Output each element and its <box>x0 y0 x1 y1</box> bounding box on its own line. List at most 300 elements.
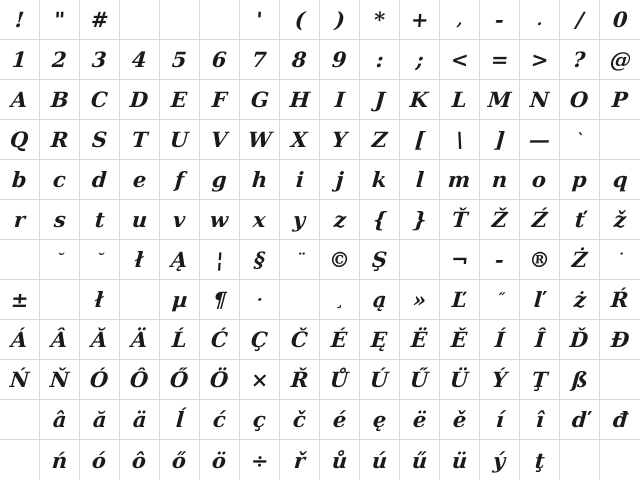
character-cell[interactable] <box>40 240 80 280</box>
character-cell[interactable] <box>600 40 640 80</box>
character-cell[interactable] <box>560 280 600 320</box>
character-cell[interactable] <box>120 360 160 400</box>
character-glyph: µ <box>170 287 189 312</box>
character-glyph: e <box>131 167 148 192</box>
character-glyph: h <box>250 167 269 192</box>
character-glyph: Ň <box>49 367 70 392</box>
character-glyph: ý <box>492 447 507 473</box>
character-cell[interactable] <box>160 280 200 320</box>
character-cell[interactable] <box>200 280 240 320</box>
character-glyph: ç <box>252 407 267 432</box>
character-glyph: Ů <box>329 367 350 392</box>
character-cell[interactable] <box>120 40 160 80</box>
character-cell[interactable] <box>480 80 520 120</box>
character-cell[interactable] <box>400 240 440 280</box>
character-glyph: ż <box>572 287 587 312</box>
character-cell[interactable] <box>280 0 320 40</box>
character-glyph: B <box>49 87 70 112</box>
character-cell[interactable] <box>520 80 560 120</box>
character-cell[interactable] <box>360 0 400 40</box>
character-glyph: Đ <box>609 327 631 352</box>
character-cell[interactable] <box>240 120 280 160</box>
character-glyph: ó <box>91 447 108 473</box>
character-glyph: # <box>89 7 110 32</box>
character-cell[interactable] <box>280 440 320 480</box>
character-glyph: E <box>170 87 189 112</box>
character-cell[interactable] <box>200 320 240 360</box>
character-cell[interactable] <box>40 40 80 80</box>
character-cell[interactable] <box>440 120 480 160</box>
character-cell[interactable] <box>480 120 520 160</box>
character-cell[interactable] <box>80 440 120 480</box>
character-glyph: č <box>292 407 307 432</box>
character-glyph: ű <box>410 447 429 473</box>
character-cell[interactable] <box>560 0 600 40</box>
character-glyph: - <box>494 7 505 32</box>
character-cell[interactable] <box>600 440 640 480</box>
character-glyph: / <box>574 7 585 32</box>
character-cell[interactable] <box>480 320 520 360</box>
character-glyph: í <box>494 407 505 432</box>
character-cell[interactable] <box>160 240 200 280</box>
character-cell[interactable] <box>240 280 280 320</box>
character-cell[interactable] <box>480 40 520 80</box>
character-cell[interactable] <box>400 400 440 440</box>
character-glyph: d <box>91 167 108 192</box>
character-cell[interactable] <box>560 400 600 440</box>
character-cell[interactable] <box>160 440 200 480</box>
character-cell[interactable] <box>600 200 640 240</box>
character-glyph: t <box>93 207 106 232</box>
character-cell[interactable] <box>560 440 600 480</box>
character-cell[interactable] <box>480 280 520 320</box>
character-glyph: É <box>330 327 349 352</box>
character-glyph: Q <box>9 127 30 152</box>
character-cell[interactable] <box>240 240 280 280</box>
character-cell[interactable] <box>440 440 480 480</box>
character-glyph: . <box>536 9 543 29</box>
character-cell[interactable] <box>0 0 40 40</box>
character-glyph: ¦ <box>214 247 225 272</box>
character-glyph: = <box>489 47 510 72</box>
character-cell[interactable] <box>0 280 40 320</box>
character-glyph: * <box>373 7 386 32</box>
character-cell[interactable] <box>320 240 360 280</box>
character-cell[interactable] <box>280 120 320 160</box>
character-glyph: ć <box>212 407 227 432</box>
character-cell[interactable] <box>0 160 40 200</box>
character-glyph: Á <box>10 327 29 352</box>
character-cell[interactable] <box>440 400 480 440</box>
character-glyph: Ľ <box>451 287 468 312</box>
character-cell[interactable] <box>600 280 640 320</box>
character-cell[interactable] <box>280 200 320 240</box>
character-cell[interactable] <box>600 120 640 160</box>
character-glyph: ú <box>370 447 389 473</box>
character-cell[interactable] <box>520 320 560 360</box>
character-cell[interactable] <box>160 200 200 240</box>
character-cell[interactable] <box>160 360 200 400</box>
character-glyph: , <box>456 9 463 29</box>
character-cell[interactable] <box>280 280 320 320</box>
character-cell[interactable] <box>560 200 600 240</box>
character-cell[interactable] <box>400 200 440 240</box>
character-glyph: Č <box>290 327 309 352</box>
character-cell[interactable] <box>40 0 80 40</box>
character-cell[interactable] <box>160 320 200 360</box>
character-cell[interactable] <box>160 80 200 120</box>
character-cell[interactable] <box>160 0 200 40</box>
character-cell[interactable] <box>200 400 240 440</box>
character-glyph: ÷ <box>249 447 270 473</box>
character-cell[interactable] <box>0 80 40 120</box>
character-glyph: J <box>373 87 386 112</box>
character-glyph: u <box>130 207 149 232</box>
character-glyph: ĺ <box>174 407 185 432</box>
character-cell[interactable] <box>160 120 200 160</box>
character-cell[interactable] <box>360 160 400 200</box>
character-cell[interactable] <box>320 40 360 80</box>
character-cell[interactable] <box>600 160 640 200</box>
character-glyph: K <box>409 87 430 112</box>
character-cell[interactable] <box>600 320 640 360</box>
character-cell[interactable] <box>0 240 40 280</box>
character-cell[interactable] <box>560 80 600 120</box>
character-glyph: - <box>494 247 505 272</box>
character-glyph: ę <box>371 407 388 432</box>
character-glyph: q <box>611 167 629 192</box>
character-cell[interactable] <box>320 120 360 160</box>
character-glyph: Ë <box>410 327 429 352</box>
character-cell[interactable] <box>360 200 400 240</box>
character-cell[interactable] <box>520 360 560 400</box>
character-cell[interactable] <box>80 40 120 80</box>
character-cell[interactable] <box>400 120 440 160</box>
character-cell[interactable] <box>240 80 280 120</box>
character-cell[interactable] <box>40 80 80 120</box>
character-glyph: Ý <box>491 367 508 392</box>
character-glyph: o <box>531 167 548 192</box>
character-glyph: \ <box>454 127 465 152</box>
character-glyph: § <box>253 247 266 272</box>
character-cell[interactable] <box>0 360 40 400</box>
character-cell[interactable] <box>600 400 640 440</box>
character-cell[interactable] <box>200 240 240 280</box>
character-glyph: ă <box>91 407 108 432</box>
character-glyph: ń <box>50 447 69 473</box>
character-cell[interactable] <box>480 440 520 480</box>
character-cell[interactable] <box>200 360 240 400</box>
character-glyph: s <box>52 207 67 232</box>
character-glyph: Ć <box>210 327 229 352</box>
character-cell[interactable] <box>200 120 240 160</box>
character-cell[interactable] <box>40 400 80 440</box>
character-glyph: ˝ <box>494 289 505 309</box>
character-glyph: ß <box>570 367 589 392</box>
character-glyph: Ĺ <box>171 327 188 352</box>
character-cell[interactable] <box>560 160 600 200</box>
character-cell[interactable] <box>400 360 440 400</box>
character-cell[interactable] <box>80 320 120 360</box>
character-cell[interactable] <box>400 40 440 80</box>
character-glyph: Ü <box>449 367 470 392</box>
character-cell[interactable] <box>320 160 360 200</box>
character-cell[interactable] <box>360 320 400 360</box>
character-cell[interactable] <box>0 120 40 160</box>
character-glyph: R <box>49 127 70 152</box>
character-cell[interactable] <box>360 80 400 120</box>
character-cell[interactable] <box>240 320 280 360</box>
character-cell[interactable] <box>520 120 560 160</box>
character-cell[interactable] <box>40 360 80 400</box>
character-cell[interactable] <box>280 80 320 120</box>
character-glyph: Ą <box>170 247 189 272</box>
character-cell[interactable] <box>360 40 400 80</box>
character-cell[interactable] <box>360 280 400 320</box>
character-cell[interactable] <box>40 200 80 240</box>
character-cell[interactable] <box>0 320 40 360</box>
character-cell[interactable] <box>360 240 400 280</box>
character-cell[interactable] <box>120 120 160 160</box>
character-cell[interactable] <box>120 200 160 240</box>
character-cell[interactable] <box>40 440 80 480</box>
character-cell[interactable] <box>440 40 480 80</box>
character-cell[interactable] <box>520 160 560 200</box>
character-glyph: Ť <box>450 207 469 232</box>
character-glyph: Ŕ <box>610 287 630 312</box>
character-cell[interactable] <box>160 160 200 200</box>
character-cell[interactable] <box>40 120 80 160</box>
character-glyph: > <box>529 47 550 72</box>
character-cell[interactable] <box>240 400 280 440</box>
character-glyph: Ř <box>289 367 310 392</box>
character-glyph: ü <box>450 447 469 473</box>
character-cell[interactable] <box>280 320 320 360</box>
character-glyph: n <box>490 167 509 192</box>
character-cell[interactable] <box>240 40 280 80</box>
character-cell[interactable] <box>320 320 360 360</box>
character-cell[interactable] <box>560 320 600 360</box>
character-cell[interactable] <box>440 280 480 320</box>
character-glyph: O <box>569 87 590 112</box>
character-glyph: ˘ <box>54 249 65 269</box>
character-cell[interactable] <box>320 0 360 40</box>
character-cell[interactable] <box>600 0 640 40</box>
character-cell[interactable] <box>360 120 400 160</box>
character-cell[interactable] <box>160 40 200 80</box>
character-cell[interactable] <box>560 240 600 280</box>
character-cell[interactable] <box>360 400 400 440</box>
character-glyph: ţ <box>533 447 546 473</box>
character-glyph: ď <box>571 407 588 432</box>
character-cell[interactable] <box>120 400 160 440</box>
character-glyph: < <box>449 47 470 72</box>
character-glyph: ® <box>528 247 551 272</box>
character-glyph: I <box>333 87 346 112</box>
character-cell[interactable] <box>480 360 520 400</box>
character-cell[interactable] <box>440 240 480 280</box>
character-cell[interactable] <box>0 400 40 440</box>
character-glyph: Î <box>533 327 546 352</box>
character-cell[interactable] <box>520 400 560 440</box>
character-cell[interactable] <box>600 360 640 400</box>
character-glyph: Ä <box>130 327 149 352</box>
character-cell[interactable] <box>40 160 80 200</box>
character-cell[interactable] <box>520 0 560 40</box>
character-cell[interactable] <box>280 400 320 440</box>
character-glyph: ö <box>211 447 228 473</box>
character-glyph: [ <box>413 127 426 152</box>
character-cell[interactable] <box>200 0 240 40</box>
character-cell[interactable] <box>360 440 400 480</box>
character-cell[interactable] <box>0 440 40 480</box>
character-glyph: ¸ <box>334 289 345 309</box>
character-cell[interactable] <box>400 280 440 320</box>
character-glyph: » <box>412 287 427 312</box>
character-glyph: j <box>334 167 345 192</box>
character-glyph: ` <box>574 129 585 149</box>
character-cell[interactable] <box>280 40 320 80</box>
character-glyph: Ă <box>90 327 109 352</box>
character-glyph: 9 <box>331 47 348 72</box>
character-cell[interactable] <box>80 160 120 200</box>
character-cell[interactable] <box>320 360 360 400</box>
character-cell[interactable] <box>120 0 160 40</box>
character-cell[interactable] <box>480 0 520 40</box>
character-cell[interactable] <box>400 320 440 360</box>
character-cell[interactable] <box>520 200 560 240</box>
character-cell[interactable] <box>600 80 640 120</box>
character-cell[interactable] <box>0 200 40 240</box>
character-cell[interactable] <box>400 0 440 40</box>
character-glyph: P <box>611 87 629 112</box>
character-glyph: } <box>411 207 428 232</box>
character-glyph: đ <box>611 407 629 432</box>
character-cell[interactable] <box>440 200 480 240</box>
character-cell[interactable] <box>80 240 120 280</box>
character-glyph: ů <box>330 447 349 473</box>
character-glyph: v <box>172 207 187 232</box>
character-cell[interactable] <box>80 280 120 320</box>
character-glyph: U <box>169 127 190 152</box>
character-cell[interactable] <box>160 400 200 440</box>
character-glyph: Ţ <box>530 367 549 392</box>
character-cell[interactable] <box>320 400 360 440</box>
character-cell[interactable] <box>80 400 120 440</box>
character-cell[interactable] <box>440 160 480 200</box>
character-glyph: Ě <box>450 327 469 352</box>
character-glyph: ¶ <box>211 287 228 312</box>
character-cell[interactable] <box>400 160 440 200</box>
character-cell[interactable] <box>120 160 160 200</box>
character-glyph: + <box>409 7 430 32</box>
character-glyph: Ú <box>369 367 390 392</box>
character-cell[interactable] <box>480 200 520 240</box>
character-glyph: Ż <box>570 247 589 272</box>
character-cell[interactable] <box>120 80 160 120</box>
character-cell[interactable] <box>320 280 360 320</box>
character-cell[interactable] <box>560 360 600 400</box>
character-cell[interactable] <box>600 240 640 280</box>
character-cell[interactable] <box>280 240 320 280</box>
character-cell[interactable] <box>360 360 400 400</box>
character-cell[interactable] <box>240 160 280 200</box>
character-cell[interactable] <box>120 240 160 280</box>
character-glyph: " <box>53 7 66 32</box>
character-cell[interactable] <box>280 160 320 200</box>
character-cell[interactable] <box>480 160 520 200</box>
character-cell[interactable] <box>520 440 560 480</box>
character-glyph: 3 <box>91 47 108 72</box>
character-cell[interactable] <box>560 120 600 160</box>
character-cell[interactable] <box>400 440 440 480</box>
character-glyph: X <box>290 127 309 152</box>
character-glyph: i <box>294 167 305 192</box>
character-glyph: N <box>529 87 550 112</box>
character-cell[interactable] <box>200 200 240 240</box>
character-cell[interactable] <box>240 360 280 400</box>
character-cell[interactable] <box>80 80 120 120</box>
character-glyph: ž <box>613 207 627 232</box>
character-glyph: Ź <box>530 207 549 232</box>
character-cell[interactable] <box>440 0 480 40</box>
character-cell[interactable] <box>320 440 360 480</box>
character-cell[interactable] <box>440 320 480 360</box>
character-glyph: ' <box>255 7 264 32</box>
character-glyph: w <box>209 207 230 232</box>
character-cell[interactable] <box>200 40 240 80</box>
character-cell[interactable] <box>40 320 80 360</box>
character-cell[interactable] <box>320 80 360 120</box>
character-cell[interactable] <box>200 440 240 480</box>
character-cell[interactable] <box>80 0 120 40</box>
character-cell[interactable] <box>240 440 280 480</box>
character-cell[interactable] <box>480 400 520 440</box>
character-cell[interactable] <box>280 360 320 400</box>
character-cell[interactable] <box>320 200 360 240</box>
character-cell[interactable] <box>440 80 480 120</box>
character-glyph: ř <box>293 447 306 473</box>
character-glyph: z <box>332 207 347 232</box>
character-cell[interactable] <box>0 40 40 80</box>
character-cell[interactable] <box>440 360 480 400</box>
character-cell[interactable] <box>40 280 80 320</box>
character-cell[interactable] <box>240 0 280 40</box>
character-cell[interactable] <box>200 160 240 200</box>
character-cell[interactable] <box>520 240 560 280</box>
character-glyph: ) <box>333 7 346 32</box>
character-glyph: M <box>487 87 512 112</box>
character-cell[interactable] <box>80 200 120 240</box>
character-cell[interactable] <box>200 80 240 120</box>
character-cell[interactable] <box>520 40 560 80</box>
character-glyph: b <box>11 167 28 192</box>
character-cell[interactable] <box>400 80 440 120</box>
character-cell[interactable] <box>560 40 600 80</box>
character-cell[interactable] <box>80 120 120 160</box>
character-cell[interactable] <box>120 280 160 320</box>
character-cell[interactable] <box>120 440 160 480</box>
character-glyph: g <box>211 167 228 192</box>
character-cell[interactable] <box>80 360 120 400</box>
character-cell[interactable] <box>520 280 560 320</box>
character-cell[interactable] <box>120 320 160 360</box>
character-glyph: 2 <box>51 47 68 72</box>
character-glyph: Â <box>50 327 69 352</box>
character-cell[interactable] <box>480 240 520 280</box>
character-glyph: W <box>246 127 273 152</box>
character-cell[interactable] <box>240 200 280 240</box>
